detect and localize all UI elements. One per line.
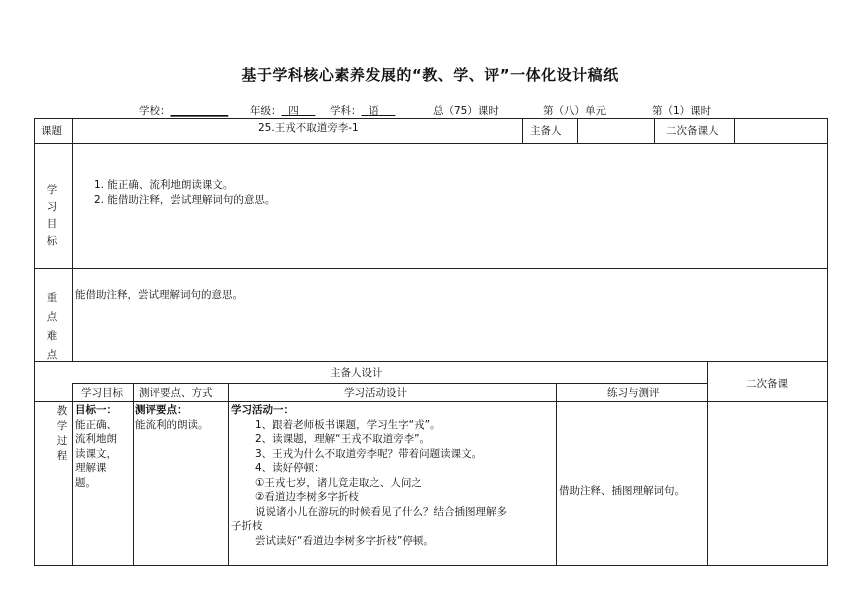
subject-field — [330, 103, 395, 118]
grade-field — [250, 103, 315, 118]
column-header-eval: 测评要点、方式 — [139, 387, 213, 399]
eval-column: 测评要点： 能流利的朗读。 — [135, 404, 209, 431]
column-header-goal: 学习目标 — [81, 387, 123, 399]
activity-column — [231, 403, 507, 548]
second-preparer-label: 二次备课人 — [666, 125, 719, 137]
activity-line: 说说诸小儿在游玩的时候看见了什么？结合插图理解多 — [255, 505, 507, 518]
unit-number: 第（八）单元 — [543, 105, 606, 117]
subject-value: 语 — [368, 105, 379, 117]
lesson-number: 第（1）课时 — [652, 105, 712, 117]
page-title: 基于学科核心素养发展的“教、学、评”一体化设计稿纸 — [241, 66, 619, 84]
lead-design-header: 主备人设计 — [330, 367, 383, 379]
topic-label: 课题 — [41, 125, 62, 137]
grade-value: 四 — [288, 105, 299, 117]
activity-line: 尝试读好“看道边李树多字折枝”停顿。 — [255, 534, 434, 547]
column-header-practice: 练习与测评 — [607, 387, 660, 399]
process-label: 教 学 过 程 — [56, 405, 68, 462]
activity-line: 3、王戎为什么不取道旁李呢？带着问题读课文。 — [255, 447, 483, 460]
goal-item: 2. 能借助注释，尝试理解词句的意思。 — [94, 194, 276, 206]
activity-title: 学习活动一： — [231, 404, 294, 416]
grade-label: 年级： — [250, 105, 282, 117]
school-value: ___________ — [170, 105, 229, 117]
activity-line: 子折枝 — [231, 520, 263, 532]
total-hours: 总（75）课时 — [433, 105, 499, 117]
goal-item: 1. 能正确、流利地朗读课文。 — [94, 179, 234, 191]
keypoints-text: 能借助注释，尝试理解词句的意思。 — [75, 289, 243, 301]
school-label: 学校： — [139, 105, 171, 117]
goal-column: 目标一： 能正确、 流利地朗 读课文， 理解课 题。 — [75, 404, 117, 489]
keypoints-label: 重 点 难 点 — [46, 292, 58, 361]
lead-preparer-label: 主备人 — [530, 125, 562, 137]
column-header-activity: 学习活动设计 — [344, 387, 407, 399]
second-prep-header: 二次备课 — [746, 378, 788, 390]
practice-text: 借助注释、插图理解词句。 — [559, 485, 685, 497]
activity-line: 1、跟着老师板书课题，学习生字“戎”。 — [255, 418, 441, 431]
topic-value: 25.王戎不取道旁李-1 — [258, 122, 359, 134]
goals-label: 学 习 目 标 — [46, 184, 58, 247]
activity-line: 4、读好停顿： — [255, 462, 325, 474]
school-field — [139, 103, 228, 118]
activity-line: 2、读课题，理解“王戎不取道旁李”。 — [255, 433, 431, 445]
activity-line: ②看道边李树多字折枝 — [255, 491, 359, 503]
subject-label: 学科： — [330, 105, 362, 117]
activity-line: ①王戎七岁，诸儿竞走取之、人问之 — [255, 476, 422, 489]
